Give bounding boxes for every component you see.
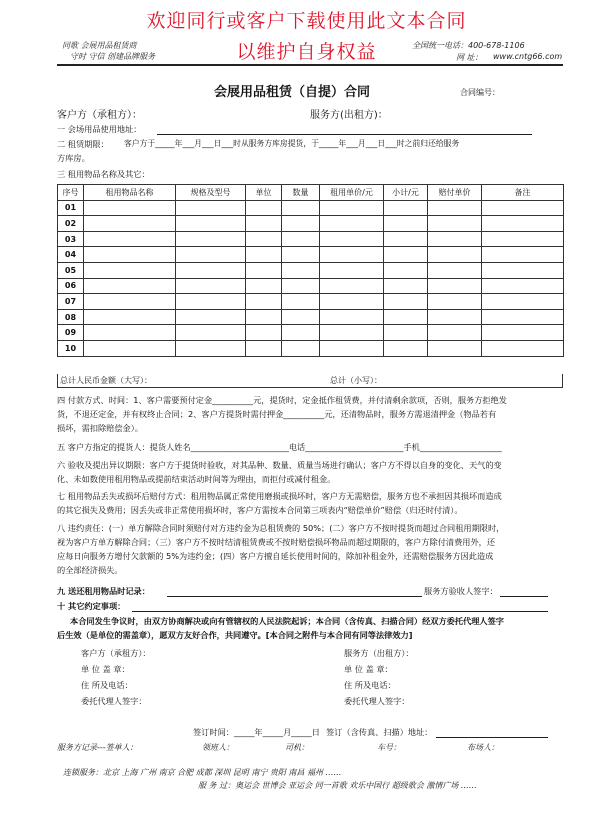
cell[interactable] bbox=[246, 278, 282, 294]
dispute-line2: 后生效（是单位的需盖章），愿双方友好合作，共同遵守。[本合同之附件与本合同有同等法律效力] bbox=[57, 630, 413, 640]
col-header: 规格及型号 bbox=[176, 185, 246, 201]
cell[interactable] bbox=[246, 309, 282, 325]
cell[interactable] bbox=[282, 200, 320, 216]
table-row bbox=[58, 262, 564, 278]
cell[interactable] bbox=[176, 278, 246, 294]
cell[interactable] bbox=[176, 309, 246, 325]
address-line bbox=[157, 134, 532, 135]
cell[interactable] bbox=[246, 231, 282, 247]
sign-a-agent: 委托代理人签字： bbox=[81, 696, 147, 706]
cell[interactable] bbox=[482, 278, 564, 294]
cell[interactable] bbox=[84, 231, 176, 247]
sign-a-seal: 单 位 盖 章： bbox=[81, 664, 130, 674]
clause-7-line2: 的其它损失及费用；因丢失或非正常使用损坏时，客户方需按本合同第三项表内“赔偿单价”赔偿（归还时付清）。 bbox=[57, 505, 463, 515]
row-number: 06 bbox=[58, 278, 84, 294]
clause-10-label: 十 其它约定事项： bbox=[57, 601, 126, 611]
cell[interactable] bbox=[176, 200, 246, 216]
cell[interactable] bbox=[246, 200, 282, 216]
clause-4-line3: 损坏，需扣除赔偿金）。 bbox=[57, 423, 143, 433]
company-slogan: 守时 守信 创建品牌服务 bbox=[70, 52, 156, 61]
total-lowercase-label: 总计（小写）： bbox=[330, 376, 382, 385]
cell[interactable] bbox=[320, 216, 384, 232]
website: www.cntg66.com bbox=[493, 52, 563, 61]
cell[interactable] bbox=[176, 247, 246, 263]
table-row bbox=[58, 200, 564, 216]
clause-5: 五 客户方指定的提货人：提货人姓名________________________电话________________________手机____________________ bbox=[57, 442, 502, 452]
clause-2-text: 客户方于_____年___月___日___时从服务方库房提货，于_____年___月___日___时之前归还给服务 bbox=[124, 139, 460, 148]
cell[interactable] bbox=[384, 278, 428, 294]
cell[interactable] bbox=[246, 294, 282, 310]
cell[interactable] bbox=[84, 325, 176, 341]
table-row bbox=[58, 340, 564, 356]
cell[interactable] bbox=[428, 340, 482, 356]
cell[interactable] bbox=[482, 247, 564, 263]
cell[interactable] bbox=[428, 309, 482, 325]
cell[interactable] bbox=[176, 294, 246, 310]
cell[interactable] bbox=[84, 340, 176, 356]
cell[interactable] bbox=[482, 340, 564, 356]
cell[interactable] bbox=[384, 200, 428, 216]
clause-8-line4: 的全部经济损失。 bbox=[57, 565, 123, 575]
footer-chains: 连锁服务：北京 上海 广州 南京 合肥 成都 深圳 昆明 南宁 贵阳 南昌 福州 …… bbox=[63, 768, 342, 777]
cell[interactable] bbox=[482, 200, 564, 216]
table-row bbox=[58, 278, 564, 294]
sign-place-line bbox=[436, 737, 548, 738]
row-number: 07 bbox=[58, 294, 84, 310]
cell[interactable] bbox=[176, 262, 246, 278]
col-header: 租用物品名称 bbox=[84, 185, 176, 201]
cell[interactable] bbox=[384, 325, 428, 341]
cell[interactable] bbox=[384, 262, 428, 278]
table-row bbox=[58, 247, 564, 263]
table-row bbox=[58, 231, 564, 247]
service-record-car: 车号： bbox=[377, 743, 401, 752]
total-uppercase-label: 总计人民币金额（大写）： bbox=[60, 376, 152, 385]
cell[interactable] bbox=[282, 216, 320, 232]
cell[interactable] bbox=[428, 262, 482, 278]
cell[interactable] bbox=[320, 247, 384, 263]
company-name: 同歌 会展用品租赁商 bbox=[62, 41, 137, 50]
cell[interactable] bbox=[384, 340, 428, 356]
service-record-driver: 司机： bbox=[285, 743, 309, 752]
cell[interactable] bbox=[84, 216, 176, 232]
table-row bbox=[58, 325, 564, 341]
cell[interactable] bbox=[428, 200, 482, 216]
col-header: 序号 bbox=[58, 185, 84, 201]
party-b-label: 服务方(出租方)： bbox=[310, 110, 388, 121]
cell[interactable] bbox=[428, 294, 482, 310]
watermark-banner-line1: 欢迎同行或客户下载使用此文本合同 bbox=[146, 10, 467, 32]
service-record-setup: 布场人： bbox=[467, 743, 499, 752]
table-header-row bbox=[58, 185, 564, 201]
cell[interactable] bbox=[84, 247, 176, 263]
clause-8-line2: 视为客户方单方解除合同；（三）客户方不按时结清租赁费或不按时赔偿损坏物品而超过期限的，客户方除付清费用外，还 bbox=[57, 537, 496, 547]
sign-a-address: 住 所及电话： bbox=[81, 680, 133, 690]
clause-9-sign-line bbox=[500, 596, 548, 597]
contract-title: 会展用品租赁（自提）合同 bbox=[214, 85, 371, 100]
row-number: 10 bbox=[58, 340, 84, 356]
sign-b-address: 住 所及电话： bbox=[344, 680, 396, 690]
cell[interactable] bbox=[428, 278, 482, 294]
watermark-banner-line2: 以维护自身权益 bbox=[236, 41, 377, 63]
cell[interactable] bbox=[320, 294, 384, 310]
service-record-label: 服务方记录---签单人： bbox=[57, 743, 138, 752]
cell[interactable] bbox=[282, 309, 320, 325]
cell[interactable] bbox=[482, 294, 564, 310]
cell[interactable] bbox=[176, 340, 246, 356]
cell[interactable] bbox=[282, 247, 320, 263]
col-header: 赔付单价 bbox=[428, 185, 482, 201]
clause-4-line2: 货，不退还定金，并有权终止合同；2、客户方提货时需付押金__________元，还清物品时，服务方需退清押金（物品若有 bbox=[57, 409, 497, 419]
cell[interactable] bbox=[176, 231, 246, 247]
cell[interactable] bbox=[176, 325, 246, 341]
cell[interactable] bbox=[482, 309, 564, 325]
cell[interactable] bbox=[246, 247, 282, 263]
cell[interactable] bbox=[384, 294, 428, 310]
cell[interactable] bbox=[384, 231, 428, 247]
clause-9-line bbox=[167, 596, 422, 597]
contract-number-label: 合同编号： bbox=[460, 88, 500, 97]
row-number: 01 bbox=[58, 200, 84, 216]
row-number: 04 bbox=[58, 247, 84, 263]
clause-1: 一 会场用品使用地址： bbox=[57, 124, 142, 134]
cell[interactable] bbox=[320, 325, 384, 341]
cell[interactable] bbox=[384, 247, 428, 263]
cell[interactable] bbox=[282, 294, 320, 310]
cell[interactable] bbox=[176, 216, 246, 232]
sign-b-seal: 单 位 盖 章： bbox=[344, 664, 393, 674]
row-number: 08 bbox=[58, 309, 84, 325]
col-header: 备注 bbox=[482, 185, 564, 201]
col-header: 数量 bbox=[282, 185, 320, 201]
cell[interactable] bbox=[246, 216, 282, 232]
cell[interactable] bbox=[384, 309, 428, 325]
cell[interactable] bbox=[320, 200, 384, 216]
clause-2-label: 二 租赁期限： bbox=[57, 139, 109, 149]
row-number: 05 bbox=[58, 262, 84, 278]
sign-date: 签订时间：_____年_____月_____日 bbox=[193, 727, 320, 737]
cell[interactable] bbox=[482, 231, 564, 247]
clause-7-line1: 七 租用物品丢失或损坏后赔付方式：租用物品属正常使用磨损或损坏时，客户方无需赔偿，服务方也不承担因其损坏而造成 bbox=[57, 491, 502, 501]
sign-place: 签订（含传真、扫描）地址： bbox=[326, 727, 433, 737]
sign-a-title: 客户方（承租方）： bbox=[81, 648, 151, 658]
cell[interactable] bbox=[84, 294, 176, 310]
row-number: 09 bbox=[58, 325, 84, 341]
party-a-label: 客户方（承租方）： bbox=[57, 110, 142, 121]
dispute-line1: 本合同发生争议时，由双方协商解决或向有管辖权的人民法院起诉；本合同（含传真、扫描合同）经双方委托代理人签字 bbox=[70, 616, 504, 626]
clause-9-sign: 服务方验收人签字： bbox=[424, 586, 498, 596]
cell[interactable] bbox=[282, 231, 320, 247]
cell[interactable] bbox=[384, 216, 428, 232]
col-header: 小计/元 bbox=[384, 185, 428, 201]
cell[interactable] bbox=[282, 340, 320, 356]
col-header: 租用单价/元 bbox=[320, 185, 384, 201]
cell[interactable] bbox=[482, 325, 564, 341]
clause-6-line2: 化、未如数使用租用物品或提前结束活动时间等为理由，而拒付或减付租金。 bbox=[57, 474, 336, 484]
cell[interactable] bbox=[282, 278, 320, 294]
clause-8-line3: 应每日向服务方增付欠款额的 5%为违约金；(四）客户方擅自延长使用时间的，除加补租金外，还需赔偿服务方因此造成 bbox=[57, 551, 494, 561]
cell[interactable] bbox=[482, 262, 564, 278]
col-header: 单位 bbox=[246, 185, 282, 201]
cell[interactable] bbox=[84, 200, 176, 216]
total-row bbox=[57, 374, 563, 388]
cell[interactable] bbox=[246, 325, 282, 341]
clause-2-cont: 方库房。 bbox=[57, 153, 90, 163]
cell[interactable] bbox=[84, 309, 176, 325]
table-row bbox=[58, 309, 564, 325]
footer-clients: 服 务 过：奥运会 世博会 亚运会 同一首歌 欢乐中国行 超级歌会 激情广场 …… bbox=[198, 781, 477, 790]
cell[interactable] bbox=[282, 262, 320, 278]
row-number: 03 bbox=[58, 231, 84, 247]
clause-4-line1: 四 付款方式、时间：1、客户需要预付定金__________元，提货时，定金抵作租赁费，并付清剩余款项，否则，服务方拒绝发 bbox=[57, 395, 507, 405]
cell[interactable] bbox=[320, 309, 384, 325]
cell[interactable] bbox=[320, 278, 384, 294]
sign-b-title: 服务方（出租方）： bbox=[344, 648, 414, 658]
cell[interactable] bbox=[482, 216, 564, 232]
service-record-leader: 领班人： bbox=[202, 743, 234, 752]
cell[interactable] bbox=[84, 262, 176, 278]
sign-b-agent: 委托代理人签字： bbox=[344, 696, 410, 706]
cell[interactable] bbox=[84, 278, 176, 294]
cell[interactable] bbox=[320, 231, 384, 247]
cell[interactable] bbox=[320, 340, 384, 356]
table-row bbox=[58, 216, 564, 232]
cell[interactable] bbox=[246, 262, 282, 278]
website-label: 网 址： bbox=[456, 53, 483, 62]
cell[interactable] bbox=[320, 262, 384, 278]
clause-10-line bbox=[132, 611, 548, 612]
clause-9-label: 九 送还租用物品时记录： bbox=[57, 586, 150, 596]
row-number: 02 bbox=[58, 216, 84, 232]
cell[interactable] bbox=[428, 231, 482, 247]
clause-8-line1: 八 违约责任：(一）单方解除合同时须赔付对方违约金为总租赁费的 50%；(二）客户方不按时提货而超过合同租用期限时， bbox=[57, 523, 505, 533]
cell[interactable] bbox=[282, 325, 320, 341]
cell[interactable] bbox=[246, 340, 282, 356]
items-table bbox=[57, 184, 564, 357]
clause-3: 三 租用物品名称及其它： bbox=[57, 169, 150, 179]
hotline: 全国统一电话：400-678-1106 bbox=[412, 41, 525, 50]
cell[interactable] bbox=[428, 325, 482, 341]
cell[interactable] bbox=[428, 247, 482, 263]
clause-6-line1: 六 验收及提出异议期限：客户方于提货时验收，对其品种、数量、质量当场进行确认；客户方不得以自身的变化、天气的变 bbox=[57, 460, 502, 470]
table-row bbox=[58, 294, 564, 310]
header-rule bbox=[57, 64, 563, 66]
cell[interactable] bbox=[428, 216, 482, 232]
